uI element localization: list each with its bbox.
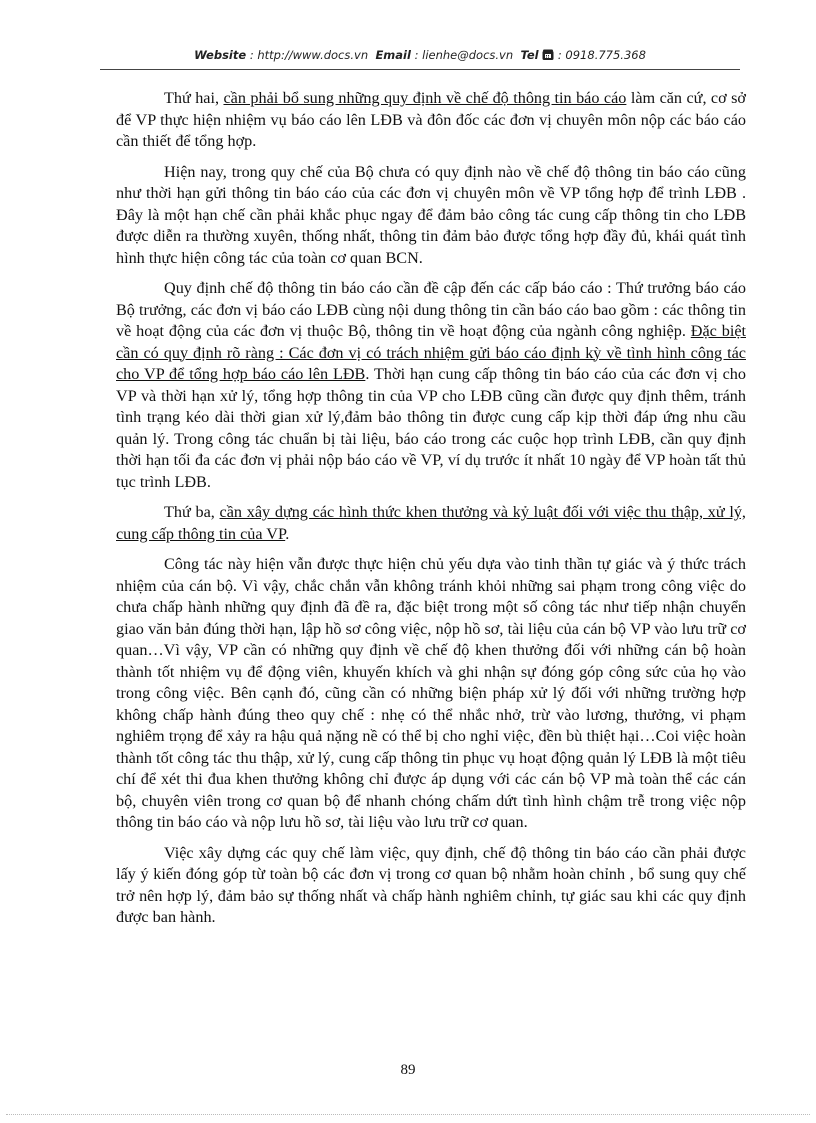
paragraph — [116, 278, 746, 493]
underlined-text: cần phải bổ sung những quy định về chế độ thông tin báo cáo — [223, 89, 627, 107]
paragraph-text: Thứ ba, — [164, 503, 220, 521]
paragraph — [116, 554, 746, 834]
page-number: 89 — [400, 1062, 416, 1078]
paragraph-text: Thứ hai, — [164, 89, 224, 107]
tel-label: Tel — [520, 48, 539, 62]
page-header — [100, 48, 740, 70]
document-body — [116, 88, 746, 938]
paragraph-text: Việc xây dựng các quy chế làm việc, quy định, chế độ thông tin báo cáo cần phải được lấy ý kiến đóng góp từ toàn bộ các đơn vị trong cơ quan bộ nhằm hoàn chỉnh , bổ sung quy chế trở nên hợp lý, đảm bảo sự thống nhất và chấp hành nghiêm chỉnh, tự giác sau khi các quy định được ban hành. — [116, 843, 746, 926]
paragraph — [116, 843, 746, 929]
paragraph-text: làm căn cứ, cơ sở để VP thực hiện nhiệm vụ báo cáo lên LĐB và đôn đốc các đơn vị chuyên môn nộp các báo cáo cần thiết để tổng hợp. — [116, 89, 746, 150]
paragraph-text: Hiện nay, trong quy chế của Bộ chưa có quy định nào về chế độ thông tin báo cáo cũng như thời hạn gửi thông tin báo cáo của các đơn vị chuyên môn về VP tổng hợp để trình LĐB . Đây là một hạn chế cần phải khắc phục ngay để đảm bảo công tác cung cấp thông tin cho LĐB được diễn ra thường xuyên, thống nhất, thông tin đảm bảo được tổng hợp đầy đủ, khái quát tình hình thực hiện công tác của toàn cơ quan BCN. — [116, 162, 746, 267]
footer-divider — [6, 1114, 810, 1115]
email-value: lienhe@docs.vn — [422, 48, 514, 62]
paragraph-text: . Thời hạn cung cấp thông tin báo cáo của các đơn vị cho VP và thời hạn xử lý, tổng hợp thông tin của VP cho LĐB cũng cần được quy định thêm, tránh tình trạng kéo dài thời gian xử lý,đảm bảo thông tin được cung cấp kịp thời đáp ứng nhu cầu quản lý. Trong công tác chuẩn bị tài liệu, báo cáo trong các cuộc họp trình LĐB, cần quy định thời hạn tối đa các đơn vị phải nộp báo cáo về VP, ví dụ trước ít nhất 10 ngày để VP hoàn tất thủ tục trình LĐB. — [116, 365, 746, 491]
paragraph-text: Công tác này hiện vẫn được thực hiện chủ yếu dựa vào tinh thần tự giác và ý thức trách nhiệm của cán bộ. Vì vậy, chắc chắn vẫn không tránh khỏi những sai phạm trong công việc do chưa chấp hành những quy định đã đề ra, đặc biệt trong một số công tác như tiếp nhận chuyển giao văn bản đúng thời hạn, lập hồ sơ công việc, nộp hồ sơ, tài liệu của cán bộ VP vào lưu trữ cơ quan…Vì vậy, VP cần có những quy định về chế độ khen thưởng đối với những cán bộ hoàn thành tốt nhiệm vụ để động viên, khuyến khích và ghi nhận sự đóng góp công sức của họ vào trong công việc. Bên cạnh đó, cũng cần có những biện pháp xử lý đối với những trường hợp không chấp hành đúng theo quy chế : nhẹ có thể nhắc nhở, trừ vào lương, thưởng, vi phạm nghiêm trọng để xảy ra hậu quả nặng nề có thể bị cho nghỉ việc, đền bù thiệt hại…Coi việc hoàn thành tốt công tác thu thập, xử lý, cung cấp thông tin phục vụ hoạt động quản lý LĐB là một tiêu chí để xét thi đua khen thưởng không chỉ được áp dụng với các cán bộ VP mà toàn thể các cán bộ, chuyên viên trong cơ quan bộ để nhanh chóng chấm dứt tình hình chậm trễ trong việc nộp thông tin báo cáo và nộp lưu hồ sơ, tài liệu vào lưu trữ cơ quan. — [116, 555, 746, 831]
paragraph-text: Quy định chế độ thông tin báo cáo cần đề cập đến các cấp báo cáo : Thứ trưởng báo cáo Bộ trưởng, các đơn vị báo cáo LĐB cùng nội dung thông tin cần báo cáo bao gồm : các thông tin về hoạt động của các đơn vị thuộc Bộ, thông tin về hoạt động của ngành công nghiệp. — [116, 279, 746, 340]
email-separator: : — [410, 48, 423, 62]
website-label: Website — [194, 48, 247, 62]
underlined-text: Đặc biệt cần có quy định rõ ràng : Các đơn vị có trách nhiệm gửi báo cáo định kỳ về tình hình công tác cho VP để tổng hợp báo cáo lên LĐB — [116, 322, 746, 383]
paragraph — [116, 88, 746, 153]
paragraph — [116, 502, 746, 545]
paragraph — [116, 162, 746, 270]
tel-separator: : — [554, 48, 566, 62]
website-separator: : — [246, 48, 258, 62]
website-value: http://www.docs.vn — [257, 48, 369, 62]
email-label: Email — [375, 48, 411, 62]
paragraph-text: . — [285, 524, 290, 543]
underlined-text: cần xây dựng các hình thức khen thưởng và kỷ luật đối với việc thu thập, xử lý, cung cấp thông tin của VP — [116, 503, 746, 543]
tel-value: 0918.775.368 — [565, 48, 646, 62]
phone-icon — [542, 49, 554, 64]
